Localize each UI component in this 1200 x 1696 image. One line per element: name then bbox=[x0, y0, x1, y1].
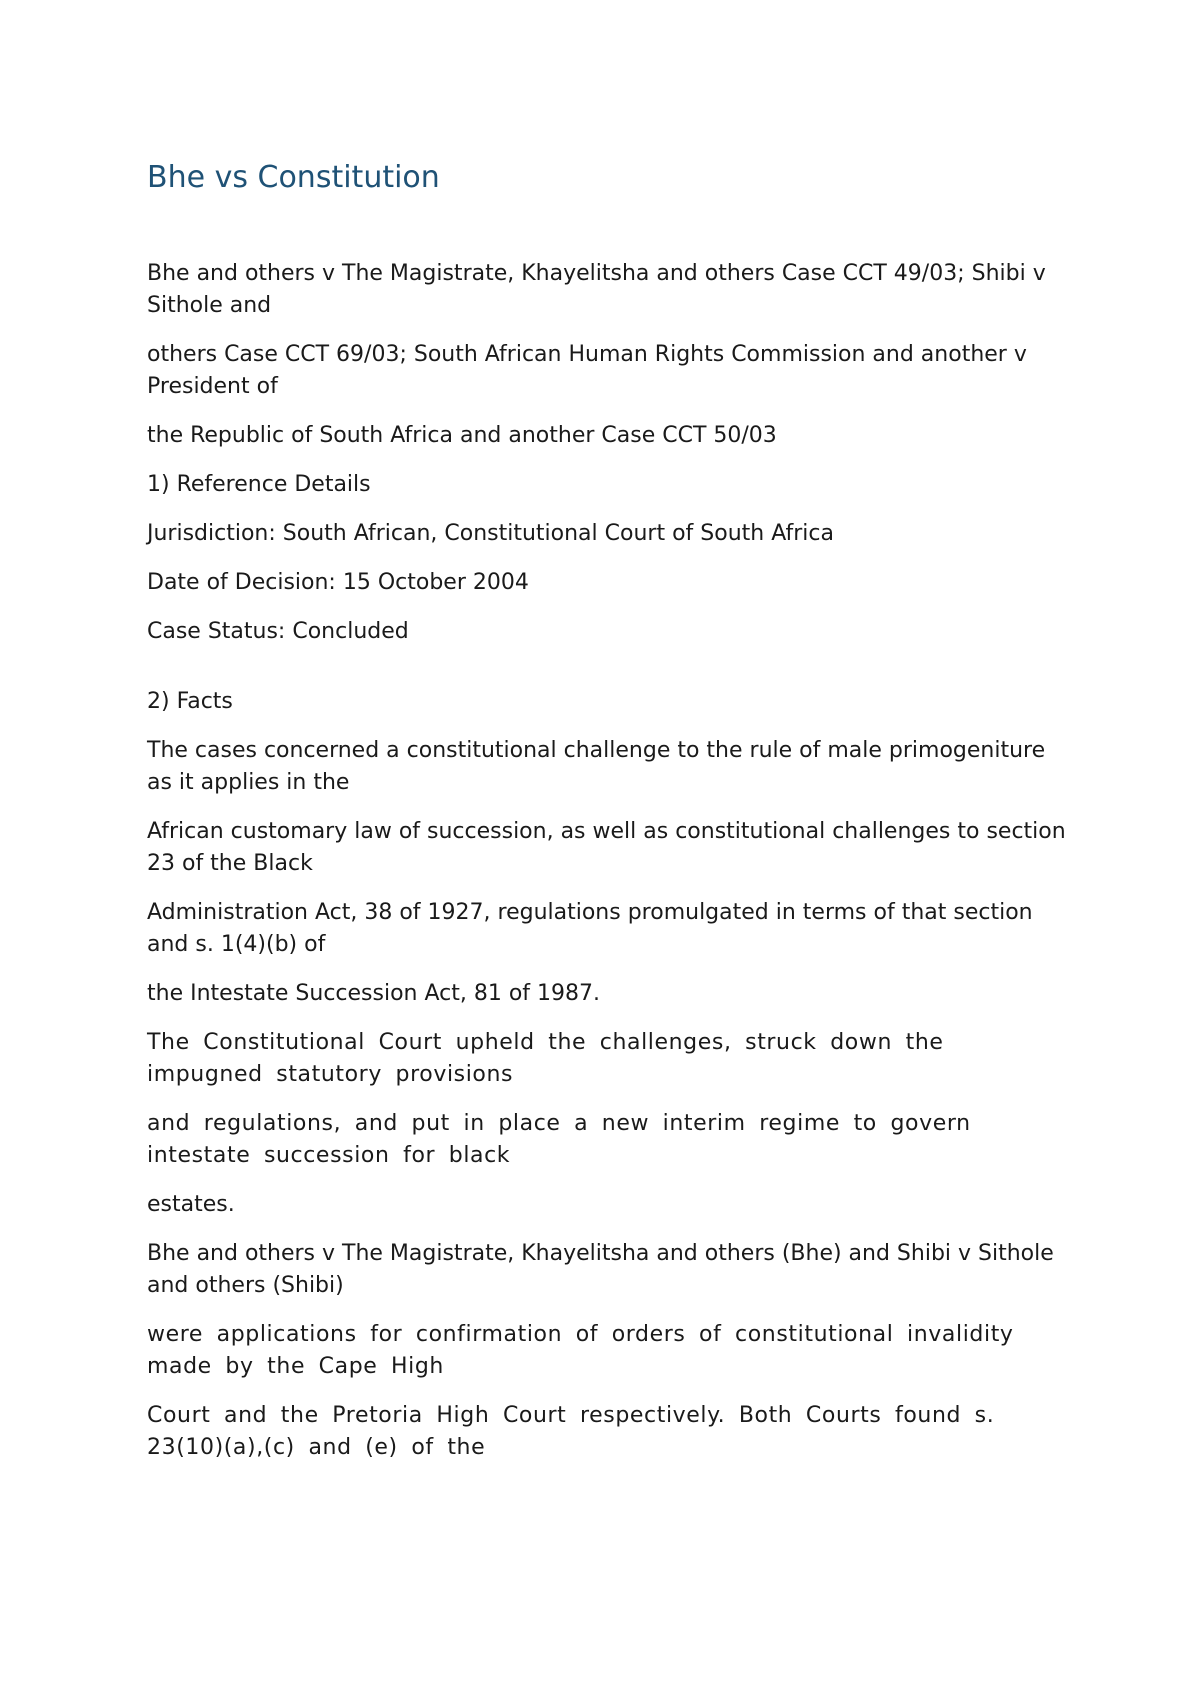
paragraph: The cases concerned a constitutional challenge to the rule of male primogeniture as it applies in the bbox=[147, 738, 1046, 795]
section-heading-facts: 2) Facts bbox=[147, 689, 233, 714]
document-title: Bhe vs Constitution bbox=[147, 160, 440, 195]
document-body bbox=[147, 158, 1067, 1481]
paragraph: and regulations, and put in place a new interim regime to govern intestate succession for black bbox=[147, 1111, 971, 1168]
paragraph: The Constitutional Court upheld the challenges, struck down the impugned statutory provisions bbox=[147, 1030, 944, 1087]
paragraph: African customary law of succession, as well as constitutional challenges to section 23 of the Black bbox=[147, 819, 1066, 876]
paragraph: were applications for confirmation of orders of constitutional invalidity made by the Cape High bbox=[147, 1322, 1014, 1379]
paragraph: Bhe and others v The Magistrate, Khayelitsha and others Case CCT 49/03; Shibi v Sithole and bbox=[147, 261, 1046, 318]
paragraph: the Intestate Succession Act, 81 of 1987. bbox=[147, 981, 601, 1006]
paragraph: the Republic of South Africa and another Case CCT 50/03 bbox=[147, 423, 777, 448]
paragraph: Bhe and others v The Magistrate, Khayelitsha and others (Bhe) and Shibi v Sithole and others (Shibi) bbox=[147, 1241, 1054, 1298]
paragraph: others Case CCT 69/03; South African Human Rights Commission and another v President of bbox=[147, 342, 1027, 399]
section-heading-reference: 1) Reference Details bbox=[147, 472, 371, 497]
paragraph: Court and the Pretoria High Court respectively. Both Courts found s. 23(10)(a),(c) and (e) of the bbox=[147, 1403, 995, 1460]
case-status-line: Case Status: Concluded bbox=[147, 619, 409, 644]
jurisdiction-line: Jurisdiction: South African, Constitutional Court of South Africa bbox=[147, 521, 834, 546]
decision-date-line: Date of Decision: 15 October 2004 bbox=[147, 570, 529, 595]
paragraph: Administration Act, 38 of 1927, regulations promulgated in terms of that section and s. 1(4)(b) of bbox=[147, 900, 1033, 957]
paragraph: estates. bbox=[147, 1192, 235, 1217]
